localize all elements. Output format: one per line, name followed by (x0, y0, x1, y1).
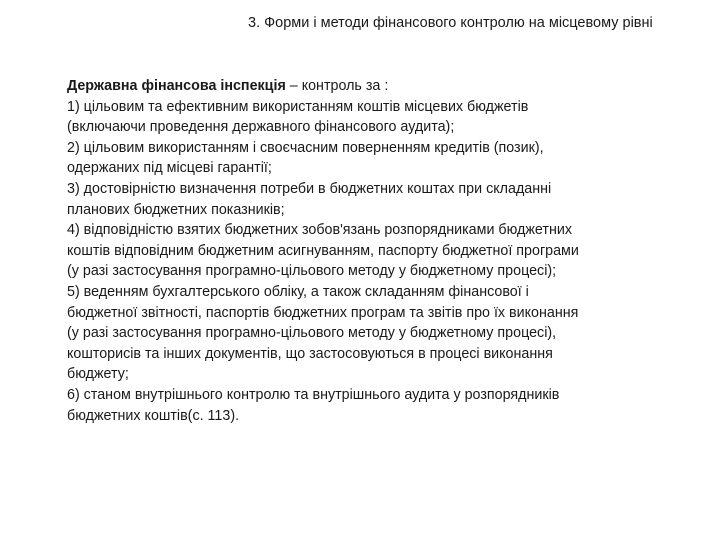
body-line: бюджету; (67, 366, 129, 383)
body-line: 4) відповідністю взятих бюджетних зобов'язань розпорядниками бюджетних (67, 222, 572, 239)
body-line: коштів відповідним бюджетним асигнуванням, паспорту бюджетної програми (67, 242, 579, 259)
intro-line (67, 76, 707, 97)
body-line: планових бюджетних показників; (67, 201, 285, 218)
body-line: (включаючи проведення державного фінансового аудита); (67, 119, 455, 136)
intro-term: Державна фінансова інспекція (67, 78, 286, 94)
slide-body (67, 76, 707, 426)
body-line: (у разі застосування програмно-цільового методу у бюджетному процесі); (67, 263, 557, 280)
body-line: кошторисів та інших документів, що застосовуються в процесі виконання (67, 345, 553, 362)
body-line: (у разі застосування програмно-цільового методу у бюджетному процесі), (67, 325, 557, 342)
body-line: бюджетної звітності, паспортів бюджетних програм та звітів про їх виконання (67, 304, 579, 321)
slide-title: 3. Форми і методи фінансового контролю на місцевому рівні (248, 15, 653, 31)
body-line: бюджетних коштів(с. 113). (67, 407, 240, 424)
intro-rest: – контроль за : (285, 78, 389, 94)
body-line: 3) достовірністю визначення потреби в бюджетних коштах при складанні (67, 180, 552, 197)
body-line: одержаних під місцеві гарантії; (67, 160, 272, 177)
body-line: 1) цільовим та ефективним використанням коштів місцевих бюджетів (67, 98, 529, 115)
body-line: 6) станом внутрішнього контролю та внутрішнього аудита у розпорядників (67, 386, 560, 403)
body-line: 5) веденням бухгалтерського обліку, а також складанням фінансової і (67, 283, 529, 300)
body-line: 2) цільовим використанням і своєчасним поверненням кредитів (позик), (67, 139, 544, 156)
